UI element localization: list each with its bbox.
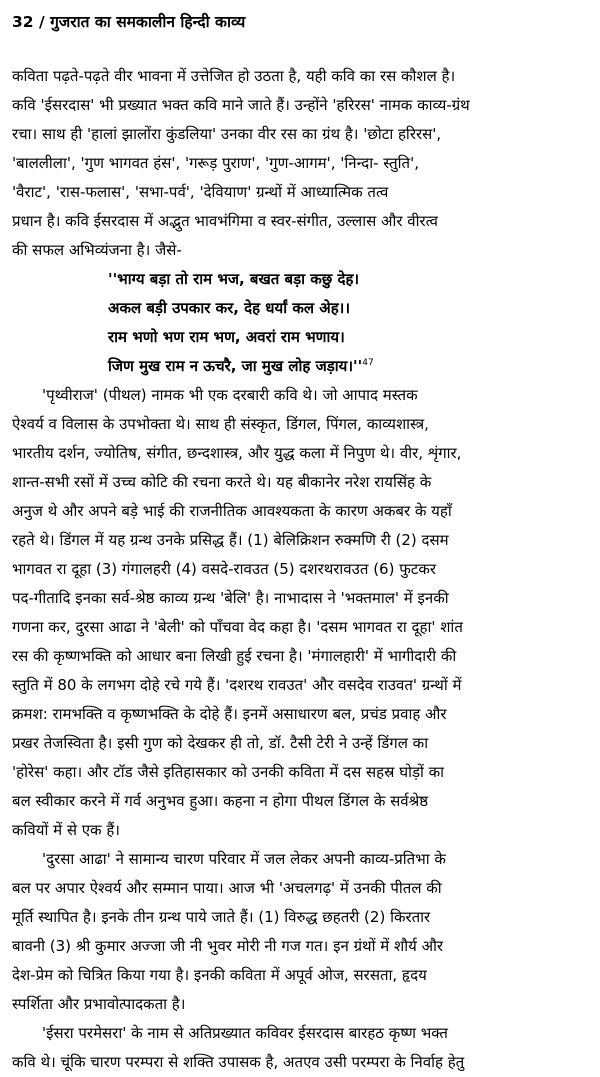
paragraph-start: 'पृथ्वीराज' (पीथल) नामक भी एक दरबारी कवि थे। जो आपाद मस्तक bbox=[42, 386, 418, 404]
quote-line: अकल बड़ी उपकार कर, देह धर्यां कल अेह।। bbox=[108, 299, 351, 317]
quote-line-last bbox=[12, 352, 590, 381]
text-line: 'वैराट', 'रास-फलास', 'सभा-पर्व', 'देवियाण' ग्रन्थों में आध्यात्मिक तत्व bbox=[12, 183, 389, 201]
text-line: स्तुति में 80 के लगभग दोहे रचे गये हैं। 'दशरथ रावउत' और वसदेव राउवत' ग्रन्थों में bbox=[12, 676, 462, 694]
page-number: 32 bbox=[12, 13, 34, 31]
text-line: प्रधान है। कवि ईसरदास में अद्भुत भावभंगिमा व स्वर-संगीत, उल्लास और वीरत्व bbox=[12, 212, 438, 230]
text-line: स्पर्शिता और प्रभावोत्पादकता है। bbox=[12, 995, 186, 1013]
header-separator: / bbox=[38, 13, 45, 31]
quote-line: राम भणो भण राम भण, अवरां राम भणाय। bbox=[108, 328, 345, 346]
quote-line: ''भाग्य बड़ा तो राम भज, बखत बड़ा कछु देह। bbox=[108, 270, 360, 288]
text-line: देश-प्रेम को चित्रित किया गया है। इनकी कविता में अपूर्व ओज, सरसता, हृदय bbox=[12, 966, 427, 984]
text-line: प्रखर तेजस्विता है। इसी गुण को देखकर ही तो, डॉ. टैसी टेरी ने उन्हें डिंगल का bbox=[12, 734, 429, 752]
text-line: शान्त-सभी रसों में उच्च कोटि की रचना करते थे। यह बीकानेर नरेश रायसिंह के bbox=[12, 473, 432, 491]
text-line: रहते थे। डिंगल में यह ग्रन्थ उनके प्रसिद्ध हैं। (1) बेलिक्रिशन रुक्मणि री (2) दसम bbox=[12, 531, 449, 549]
running-title: गुजरात का समकालीन हिन्दी काव्य bbox=[50, 13, 246, 31]
text-line: ऐश्वर्य व विलास के उपभोक्ता थे। साथ ही संस्कृत, डिंगल, पिंगल, काव्यशास्त्र, bbox=[12, 415, 429, 433]
text-line: पद-गीतादि इनका सर्व-श्रेष्ठ काव्य ग्रन्थ 'बेलि' है। नाभादास ने 'भक्तमाल' में इनकी bbox=[12, 589, 449, 607]
text-line: कवि 'ईसरदास' भी प्रख्यात भक्त कवि माने जाते हैं। उन्होंने 'हरिरस' नामक काव्य-ग्रंथ bbox=[12, 96, 470, 114]
paragraph-start: 'दुरसा आढा' ने सामान्य चारण परिवार में जल लेकर अपनी काव्य-प्रतिभा के bbox=[42, 850, 446, 868]
text-line: 'बाललीला', 'गुण भागवत हंस', 'गरूड़ पुराण', 'गुण-आगम', 'निन्दा- स्तुति', bbox=[12, 154, 419, 172]
text-line: की सफल अभिव्यंजना है। जैसे- bbox=[12, 241, 182, 259]
text-line: बल पर अपार ऐश्वर्य और सम्मान पाया। आज भी 'अचलगढ़' में उनकी पीतल की bbox=[12, 879, 442, 897]
text-line: भारतीय दर्शन, ज्योतिष, संगीत, छन्दशास्त्र, और युद्ध कला में निपुण थे। वीर, शृंगार, bbox=[12, 444, 462, 462]
text-line: बावनी (3) श्री कुमार अज्जा जी नी भुवर मोरी नी गज गत। इन ग्रंथों में शौर्य और bbox=[12, 937, 444, 955]
text-line: क्रमश: रामभक्ति व कृष्णभक्ति के दोहे हैं। इनमें असाधारण बल, प्रचंड प्रवाह और bbox=[12, 705, 447, 723]
text-line: 'होरेस' कहा। और टॉड जैसे इतिहासकार को उनकी कविता में दस सहस्र घोड़ों का bbox=[12, 763, 445, 781]
text-line: कविता पढ़ते-पढ़ते वीर भावना में उत्तेजित हो उठता है, यही कवि का रस कौशल है। bbox=[12, 67, 456, 85]
footnote-ref: 47 bbox=[362, 358, 374, 368]
text-line: बल स्वीकार करने में गर्व अनुभव हुआ। कहना न होगा पीथल डिंगल के सर्वश्रेष्ठ bbox=[12, 792, 429, 810]
text-line: कवि थे। चूंकि चारण परम्परा से शक्ति उपासक है, अतएव उसी परम्परा के निर्वाह हेतु bbox=[12, 1053, 465, 1071]
text-line: गणना कर, दुरसा आढा ने 'बेली' को पाँचवा वेद कहा है। 'दसम भागवत रा दूहा' शांत bbox=[12, 618, 463, 636]
text-line: रस की कृष्णभक्ति को आधार बना लिखी हुई रचना है। 'मंगालहारी' में भागीदारी की bbox=[12, 647, 457, 665]
text-line: भागवत रा दूहा (3) गंगालहरी (4) वसदे-रावउत (5) दशरथरावउत (6) फुटकर bbox=[12, 560, 436, 578]
paragraph-start: 'ईसरा परमेसरा' के नाम से अतिप्रख्यात कविवर ईसरदास बारहठ कृष्ण भक्त bbox=[42, 1024, 448, 1042]
text-line: अनुज थे और अपने बड़े भाई की राजनीतिक आवश्यकता के कारण अकबर के यहाँ bbox=[12, 502, 452, 520]
text-line: कवियों में से एक हैं। bbox=[12, 821, 120, 839]
running-head bbox=[12, 8, 590, 36]
quote-text: जिण मुख राम न ऊचरै, जा मुख लोह जड़ाय।'' bbox=[108, 357, 363, 375]
text-line: मूर्ति स्थापित है। इनके तीन ग्रन्थ पाये जाते हैं। (1) विरुद्ध छहतरी (2) किरतार bbox=[12, 908, 431, 926]
text-line: रचा। साथ ही 'हालां झालोंरा कुंडलिया' उनका वीर रस का ग्रंथ है। 'छोटा हरिरस', bbox=[12, 125, 442, 143]
